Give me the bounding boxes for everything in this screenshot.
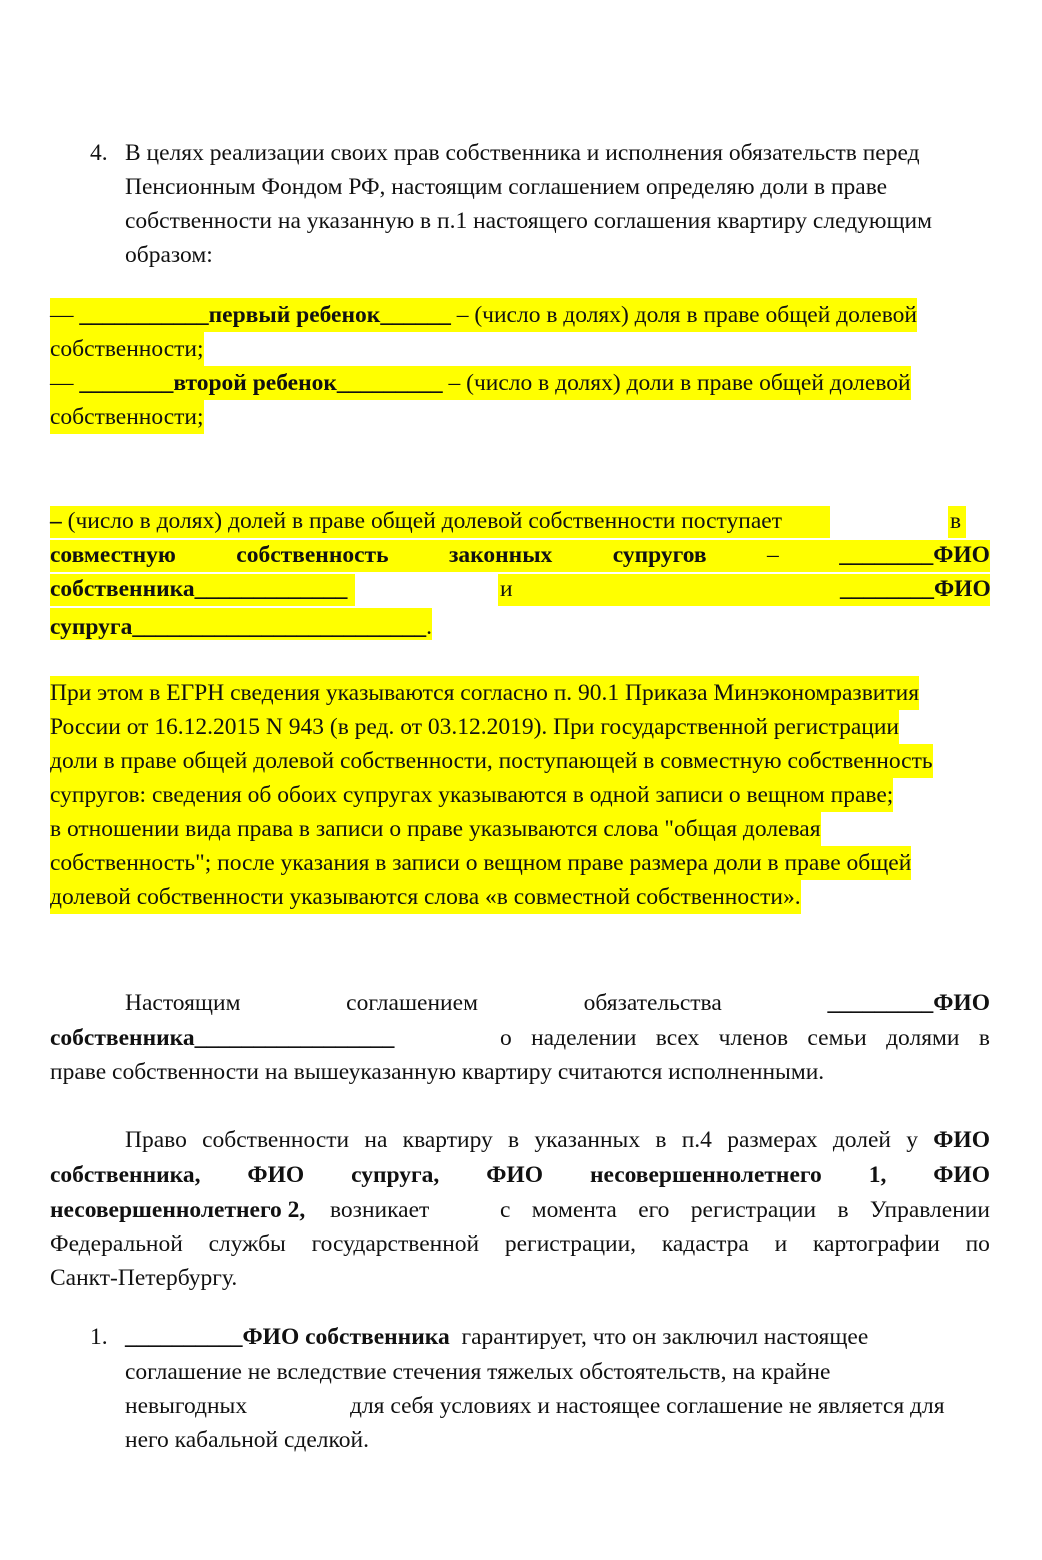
ownership-line-3-word: возникает: [330, 1197, 430, 1223]
item-4-line-2: Пенсионным Фондом РФ, настоящим соглашением определяю доли в праве: [125, 174, 888, 200]
egrn-line-2: России от 16.12.2015 N 943 (в ред. от 03.12.2019). При государственной регистрации: [50, 710, 899, 744]
egrn-line-4: супругов: сведения об обоих супругах указываются в одной записи о вещном праве;: [50, 778, 893, 812]
child-1-line: — ___________первый ребенок______ – (число в долях) доля в праве общей долевой: [50, 298, 917, 332]
joint-line-4: супруга_________________________.: [50, 614, 432, 640]
obligations-line-1: Настоящим соглашением обязательства _________ФИО: [125, 990, 990, 1016]
ownership-line-2: собственника, ФИО супруга, ФИО несовершеннолетнего 1, ФИО: [50, 1162, 990, 1188]
item-4-line-1: В целях реализации своих прав собственника и исполнения обязательств перед: [125, 140, 920, 166]
item-1-line-3a: невыгодных: [125, 1393, 248, 1419]
item-1-line-4: него кабальной сделкой.: [125, 1427, 369, 1453]
ownership-line-1: Право собственности на квартиру в указанных в п.4 размерах долей у ФИО: [125, 1127, 990, 1153]
child-2-line-2: собственности;: [50, 400, 204, 434]
joint-line-3-mid: и: [500, 576, 513, 602]
item-1-line-1: __________ФИО собственника гарантирует, что он заключил настоящее: [125, 1324, 869, 1350]
joint-line-2: совместную собственность законных супругов – ________ФИО: [50, 542, 990, 568]
egrn-line-6: собственность"; после указания в записи о вещном праве размера доли в праве общей: [50, 846, 911, 880]
egrn-line-7: долевой собственности указываются слова «в совместной собственности».: [50, 880, 801, 914]
item-4-line-4: образом:: [125, 242, 213, 268]
item-1-number: 1.: [90, 1324, 108, 1350]
child-2-label: второй ребенок: [173, 370, 337, 396]
ownership-line-3-bold: несовершеннолетнего 2,: [50, 1197, 306, 1223]
child-1-label: первый ребенок: [208, 302, 381, 328]
obligations-line-2: о наделении всех членов семьи долями в: [500, 1025, 990, 1051]
item-1-line-3b: для себя условиях и настоящее соглашение не является для: [350, 1393, 945, 1419]
child-2-line: — ________второй ребенок_________ – (число в долях) доли в праве общей долевой: [50, 366, 911, 400]
obligations-line-2-bold: собственника_________________: [50, 1025, 395, 1051]
joint-line-1-end: в: [950, 508, 962, 534]
ownership-line-4: Федеральной службы государственной регистрации, кадастра и картографии по: [50, 1231, 990, 1257]
joint-line-3-right: ________ФИО: [840, 576, 991, 602]
ownership-line-5: Санкт-Петербургу.: [50, 1265, 238, 1291]
egrn-line-1: При этом в ЕГРН сведения указываются согласно п. 90.1 Приказа Минэкономразвития: [50, 676, 919, 710]
egrn-line-3: доли в праве общей долевой собственности, поступающей в совместную собственность: [50, 744, 933, 778]
joint-line-3-left: собственника_____________: [50, 576, 348, 602]
item-4-number: 4.: [90, 140, 108, 166]
item-1-line-2: соглашение не вследствие стечения тяжелых обстоятельств, на крайне: [125, 1359, 831, 1385]
child-1-line-2: собственности;: [50, 332, 204, 366]
egrn-line-5: в отношении вида права в записи о праве указываются слова "общая долевая: [50, 812, 821, 846]
item-4-line-3: собственности на указанную в п.1 настоящего соглашения квартиру следующим: [125, 208, 933, 234]
joint-line-1: – (число в долях) долей в праве общей долевой собственности поступает: [50, 508, 782, 534]
obligations-line-3: праве собственности на вышеуказанную квартиру считаются исполненными.: [50, 1059, 825, 1085]
ownership-line-3: с момента его регистрации в Управлении: [500, 1197, 990, 1223]
